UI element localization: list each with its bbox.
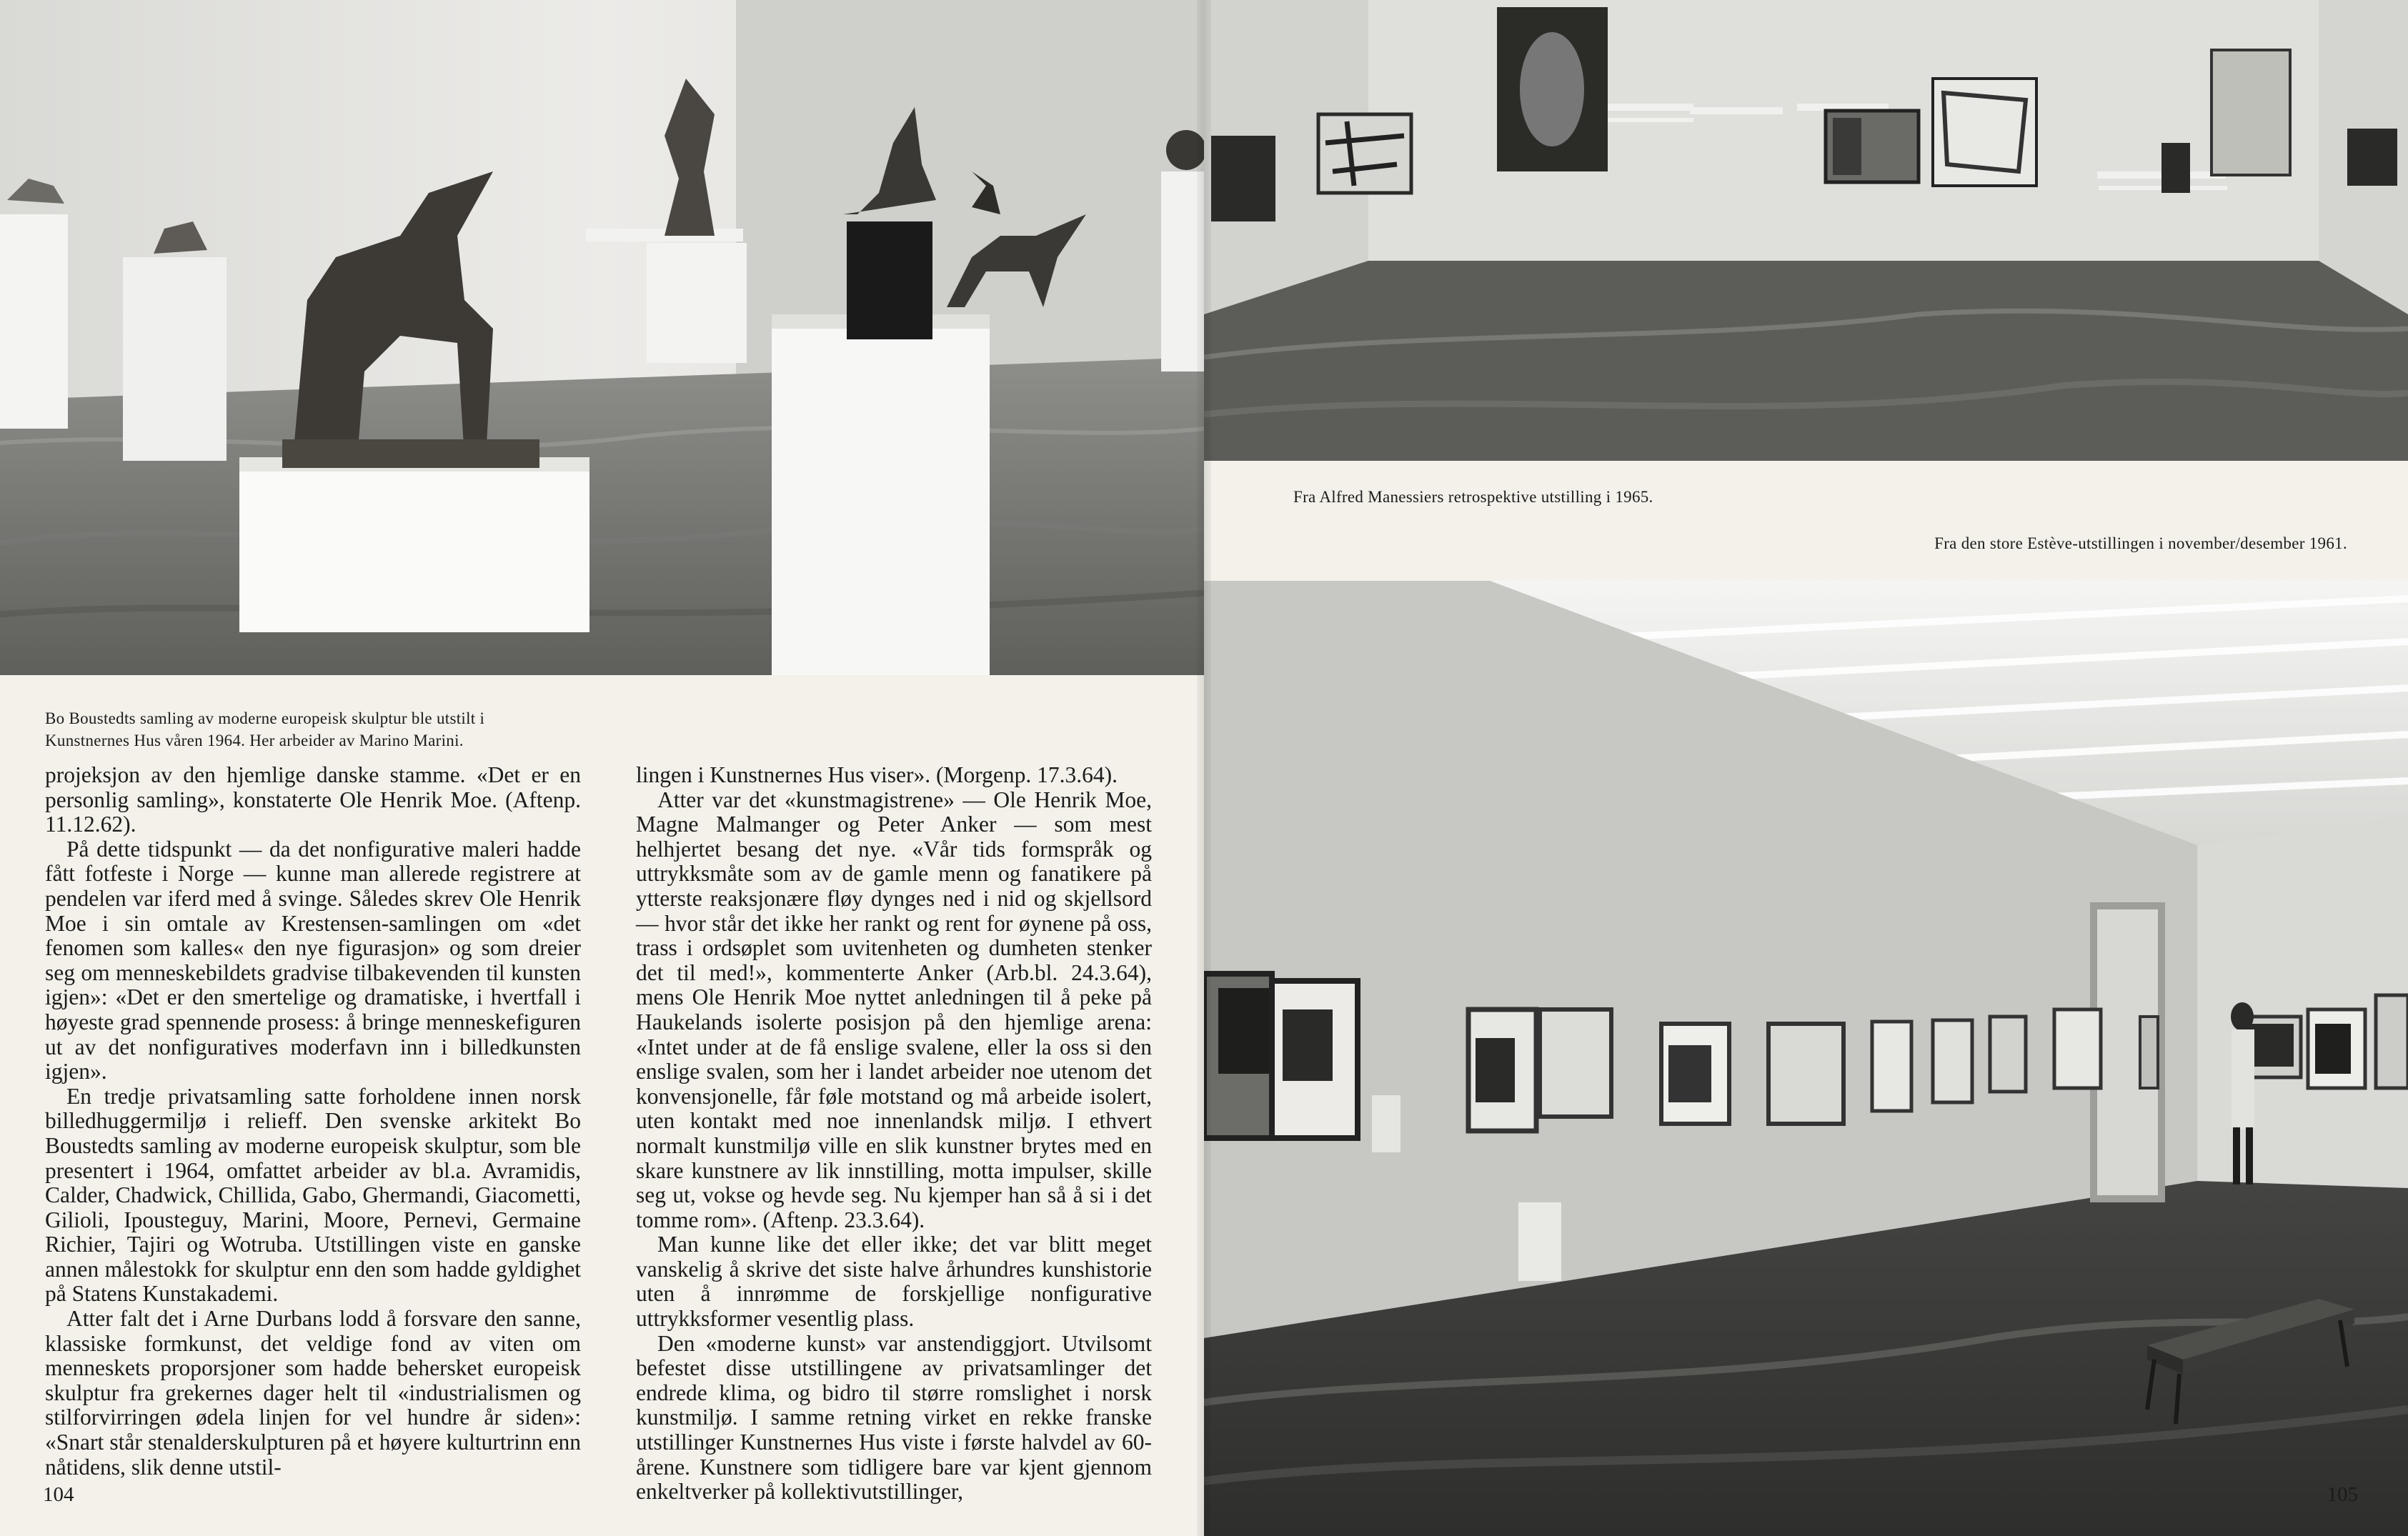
paragraph: projeksjon av den hjemlige danske stamme. «Det er en personlig samling», konstaterte Ole Henrik Moe. (Aftenp. 11.12.62).	[45, 762, 581, 837]
page-number: 105	[2327, 1483, 2358, 1506]
sculpture-gallery-photo	[0, 0, 1204, 675]
paragraph: Den «moderne kunst» var anstendiggjort. Utvilsomt befestet disse utstillingene av privatsamlinger det endrede klima, og bidro til større romslighet i norsk kunstmiljø. I samme retning virket en rekke franske utstillinger Kunstnernes Hus viste i første halvdel av 60-årene. Kunstnere som tidligere bare var kjent gjennom enkeltverker på kollektivutstillinger,	[636, 1330, 1152, 1505]
manessier-caption: Fra Alfred Manessiers retrospektive utstilling i 1965.	[1293, 488, 1653, 506]
paragraph: Atter falt det i Arne Durbans lodd å forsvare den sanne, klassiske formkunst, det veldige fond av viten om menneskets proporsjoner som hadde behersket europeisk skulptur fra grekernes dager helt til «industrialismen og stilforvirringen ødela linjen for vel hundre år siden»: «Snart står stenalderskulpturen på et høyere kulturtrinn enn nåtidens, slik denne utstil-	[45, 1306, 581, 1480]
paragraph: En tredje privatsamling satte forholdene innen norsk billedhuggermiljø i relieff. Den svenske arkitekt Bo Boustedts samling av moderne europeisk skulptur, som ble presentert i 1964, omfattet arbeider av bl.a. Avramidis, Calder, Chadwick, Chillida, Gabo, Ghermandi, Giacometti, Gilioli, Ipousteguy, Marini, Moore, Pernevi, Germaine Richier, Tajiri og Wotruba. Utstillingen viste en ganske annen målestokk for skulptur enn den som hadde gyldighet på Statens Kunstakademi.	[45, 1083, 581, 1307]
esteve-caption: Fra den store Estève-utstillingen i november/desember 1961.	[1934, 534, 2347, 552]
paragraph: Man kunne like det eller ikke; det var blitt meget vanskelig å skrive det siste halve århundres kunshistorie uten å innrømme de forskjellige nonfigurative uttrykksformer vesentlig plass.	[636, 1232, 1152, 1332]
body-column-2	[636, 763, 1152, 1505]
paragraph: På dette tidspunkt — da det nonfigurative maleri hadde fått fotfeste i Norge — kunne man allerede registrere at pendelen var iferd med å svinge. Således skrev Ole Henrik Moe i sin omtale av Krestensen-samlingen om «det fenomen som kalles« den nye figurasjon» og som dreier seg om menneskebildets gradvise tilbakevenden til kunsten igjen»: «Det er den smertelige og dramatiske, i hvertfall i høyeste grad spennende prosess: å bringe menneskefiguren ut av det nonfiguratives moderfavn inn i billedkunsten igjen».	[45, 836, 581, 1084]
paragraph: Atter var det «kunstmagistrene» — Ole Henrik Moe, Magne Malmanger og Peter Anker — som mest helhjertet besang det nye. «Vår tids formspråk og uttrykksmåte som av de gamle menn og fanatikere på ytterste reaksjonære fløy dynges ned i nid og skjellsord — hvor står det ikke her rankt og rent for øynene på oss, trass i ordsøplet som uvitenheten og dumheten stenker det til med!», kommenterte Anker (Arb.bl. 24.3.64), mens Ole Henrik Moe nyttet anledningen til å peke på Haukelands isolerte posisjon på den hjemlige arena: «Intet under at de få enslige svalene, eller la oss si den enslige svalen, som her i landet arbeider noe utenom det konvensjonelle, får føle motstand og må arbeide isolert, uten kontakt med noe innenlandsk miljø. I ethvert normalt kunstmiljø ville en slik kunstner brytes med en skare kunstnere av lik innstilling, motta impulser, skille seg ut, vokse og hevde seg. Nu kjemper han så å si i det tomme rom». (Aftenp. 23.3.64).	[636, 787, 1152, 1232]
page-number: 104	[43, 1483, 74, 1506]
right-page	[1204, 0, 2408, 1536]
page-gutter	[1197, 0, 1211, 1536]
caption-line: Bo Boustedts samling av moderne europeisk skulptur ble utstilt i	[45, 709, 485, 727]
esteve-gallery-photo	[1204, 581, 2408, 1536]
manessier-gallery-photo	[1204, 0, 2408, 461]
sculpture-photo-caption	[45, 707, 617, 752]
body-column-1	[45, 763, 581, 1480]
caption-line: Kunstnernes Hus våren 1964. Her arbeider av Marino Marini.	[45, 732, 464, 749]
paragraph: lingen i Kunstnernes Hus viser». (Morgenp. 17.3.64).	[636, 762, 1118, 787]
